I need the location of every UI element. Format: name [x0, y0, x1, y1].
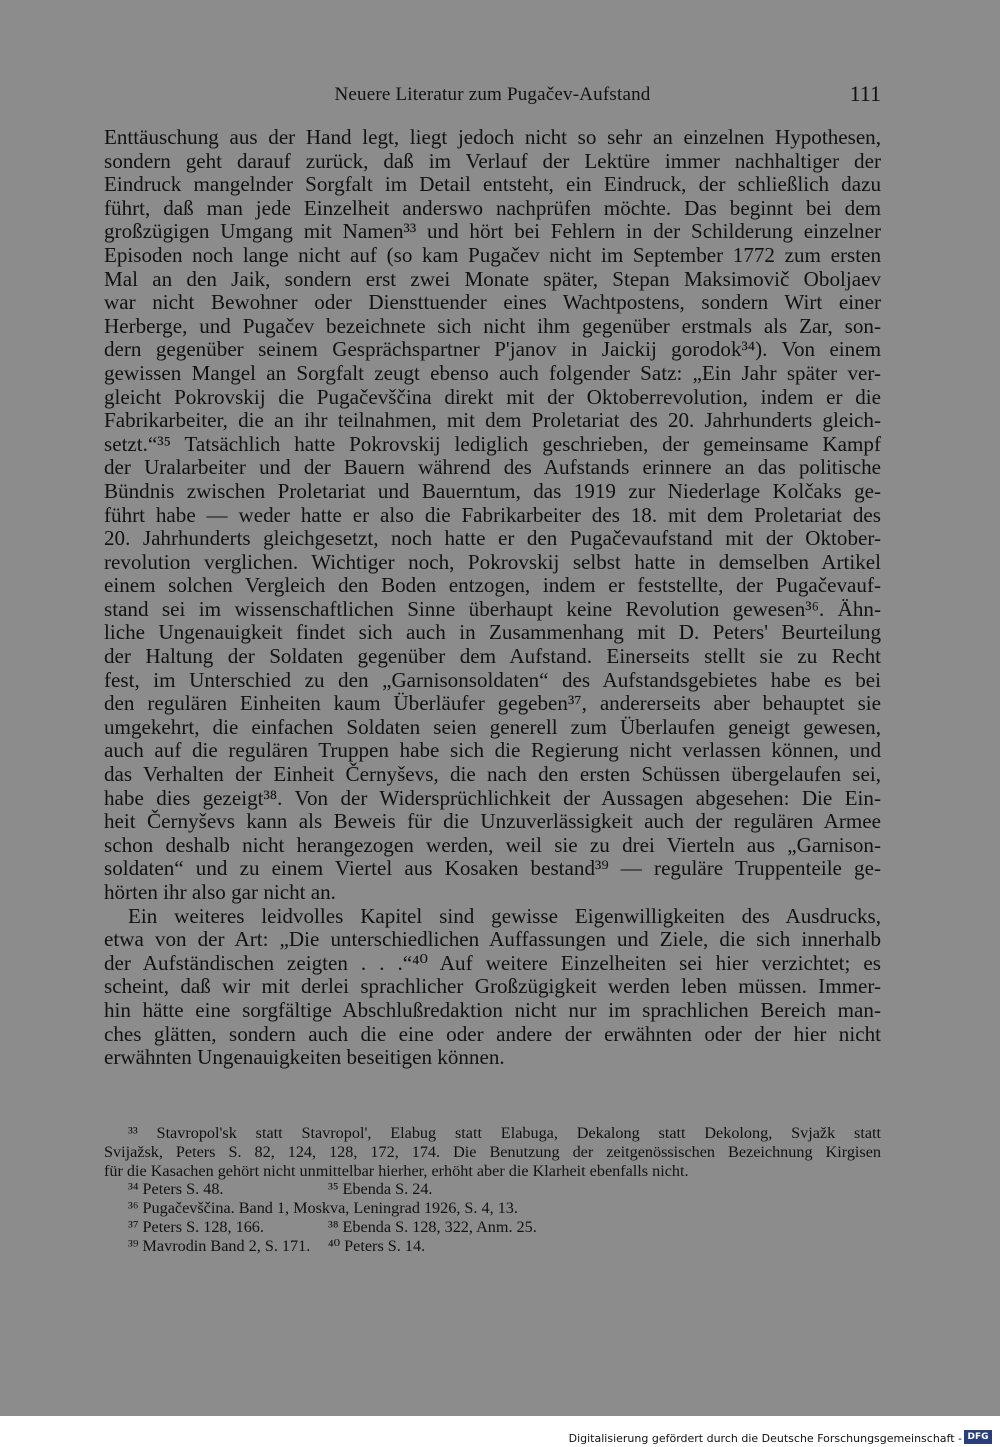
footnote-35: ³⁵ Ebenda S. 24. [328, 1180, 433, 1199]
text-line: etwa von der Art: „Die unterschiedlichen Auffassungen und Ziele, die sich innerhalb [104, 927, 881, 952]
text-line: der Haltung der Soldaten gegenüber dem Aufstand. Einerseits stellt sie zu Recht [104, 644, 881, 669]
text-line: soldaten“ und zu einem Viertel aus Kosaken bestand³⁹ — reguläre Truppenteile ge- [104, 856, 881, 881]
text-line: Episoden noch lange nicht auf (so kam Pugačev nicht im September 1772 zum ersten [104, 242, 881, 267]
footnote-row [104, 1237, 881, 1256]
footnote-39: ³⁹ Mavrodin Band 2, S. 171. [128, 1236, 311, 1255]
text-line: das Verhalten der Einheit Černyševs, die nach den ersten Schüssen übergelaufen sei, [104, 762, 881, 787]
footnote-36: ³⁶ Pugačevščina. Band 1, Moskva, Leningrad 1926, S. 4, 13. [128, 1199, 518, 1218]
footnotes [104, 1124, 881, 1256]
text-line: liche Ungenauigkeit findet sich auch in Zusammenhang mit D. Peters' Beurteilung [104, 620, 881, 645]
text-line: stand sei im wissenschaftlichen Sinne überhaupt keine Revolution gewesen³⁶. Ähn- [104, 596, 881, 621]
footnote-37: ³⁷ Peters S. 128, 166. [128, 1217, 264, 1236]
text-line: Eindruck mangelnder Sorgfalt im Detail entsteht, ein Eindruck, der schließlich dazu [104, 172, 881, 197]
text-line: Enttäuschung aus der Hand legt, liegt jedoch nicht so sehr an einzelnen Hypothesen, [104, 125, 881, 149]
text-line: habe dies gezeigt³⁸. Von der Widersprüchlichkeit der Aussagen abgesehen: Die Ein- [104, 785, 881, 810]
text-line: dern gegenüber seinem Gesprächspartner P'janov in Jaickij gorodok³⁴). Von einem [104, 337, 881, 362]
paragraph-2 [104, 905, 881, 1070]
footnote-33-cont: für die Kasachen gehört nicht unmittelbar hierher, erhöht aber die Klarheit ebenfalls nicht. [104, 1161, 689, 1180]
text-line: revolution verglichen. Wichtiger noch, Pokrovskij selbst hatte in demselben Artikel [104, 549, 881, 574]
footnote-row [104, 1180, 881, 1199]
text-line: war nicht Bewohner oder Diensttuender eines Wachtpostens, sondern Wirt einer [104, 290, 881, 315]
footnote-row [104, 1218, 881, 1237]
text-line: scheint, daß wir mit derlei sprachlicher Großzügigkeit werden leben müssen. Immer- [104, 974, 881, 999]
text-line: Bündnis zwischen Proletariat und Bauerntum, das 1919 zur Niederlage Kolčaks ge- [104, 478, 881, 503]
page-number: 111 [849, 81, 881, 106]
text-line: der Aufständischen zeigten . . .“⁴⁰ Auf weitere Einzelheiten sei hier verzichtet; es [104, 950, 881, 975]
text-line: hörten ihr also gar nicht an. [104, 880, 336, 904]
dfg-logo: DFG [964, 1430, 992, 1444]
footnote-33: ³³ Stavropol'sk statt Stavropol', Elabug statt Elabuga, Dekalong statt Dekolong, Svjažk statt [128, 1124, 881, 1142]
text-line: führt, daß man jede Einzelheit anderswo nachprüfen möchte. Das beginnt bei dem [104, 195, 881, 220]
footnote-40: ⁴⁰ Peters S. 14. [328, 1236, 426, 1255]
text-line: 20. Jahrhunderts gleichgesetzt, noch hatte er den Pugačevaufstand mit der Oktober- [104, 526, 881, 551]
text-line: gewissen Mangel an Sorgfalt zeugt ebenso auch folgender Satz: „Ein Jahr später ver- [104, 360, 881, 385]
text-line: hin hätte eine sorgfältige Abschlußredaktion nicht nur im sprachlichen Bereich man- [104, 997, 881, 1022]
text-line: führt habe — weder hatte er also die Fabrikarbeiter des 18. mit dem Proletariat des [104, 502, 881, 527]
text-line: Herberge, und Pugačev bezeichnete sich nicht ihm gegenüber erstmals als Zar, son- [104, 313, 881, 338]
text-line: heit Černyševs kann als Beweis für die Unzuverlässigkeit auch der regulären Armee [104, 809, 881, 834]
text-line: sondern geht darauf zurück, daß im Verlauf der Lektüre immer nachhaltiger der [104, 148, 881, 173]
paragraph-1 [104, 126, 881, 905]
text-line: erwähnten Ungenauigkeiten beseitigen können. [104, 1045, 505, 1070]
body-text [104, 126, 881, 1070]
page-header [104, 81, 881, 114]
footnote-33-cont: Svijažsk, Peters S. 82, 124, 128, 172, 174. Die Benutzung der zeitgenössischen Bezeichnung Kirgisen [104, 1142, 881, 1161]
text-line: auch auf die regulären Truppen habe sich die Regierung nicht verlassen können, und [104, 738, 881, 763]
text-line: fest, im Unterschied zu den „Garnisonsoldaten“ des Aufstandsgebietes habe es bei [104, 667, 881, 692]
text-line: einem solchen Vergleich den Boden entzogen, indem er feststellte, der Pugačevauf- [104, 573, 881, 598]
text-line: großzügigen Umgang mit Namen³³ und hört bei Fehlern in der Schilderung einzelner [104, 219, 881, 244]
text-line: umgekehrt, die einfachen Soldaten seien generell zum Überlaufen geneigt gewesen, [104, 714, 881, 739]
text-line: der Uralarbeiter und der Bauern während des Aufstands erinnere an das politische [104, 455, 881, 480]
text-line: setzt.“³⁵ Tatsächlich hatte Pokrovskij lediglich geschrieben, der gemeinsame Kampf [104, 431, 881, 456]
text-line: ches glätten, sondern auch die eine oder andere der erwähnten oder der hier nicht [104, 1021, 881, 1046]
footnote-34: ³⁴ Peters S. 48. [128, 1180, 224, 1199]
text-line: Fabrikarbeiter, die an ihr teilnahmen, mit dem Proletariat des 20. Jahrhunderts gleich- [104, 408, 881, 433]
footer-bar [0, 1416, 1000, 1447]
text-line: Ein weiteres leidvolles Kapitel sind gewisse Eigenwilligkeiten des Ausdrucks, [128, 903, 881, 928]
text-line: schon deshalb nicht herangezogen werden, weil sie zu drei Vierteln aus „Garnison- [104, 832, 881, 857]
running-title: Neuere Literatur zum Pugačev-Aufstand [334, 84, 651, 105]
funding-credit: Digitalisierung gefördert durch die Deutsche Forschungsgemeinschaft - [568, 1432, 962, 1445]
text-line: den regulären Einheiten kaum Überläufer gegeben³⁷, andererseits aber behauptet sie [104, 691, 881, 716]
text-line: gleicht Pokrovskij die Pugačevščina direkt mit der Oktoberrevolution, indem er die [104, 384, 881, 409]
text-line: Mal an den Jaik, sondern erst zwei Monate später, Stepan Maksimovič Oboljaev [104, 266, 881, 291]
footnote-38: ³⁸ Ebenda S. 128, 322, Anm. 25. [328, 1217, 537, 1236]
